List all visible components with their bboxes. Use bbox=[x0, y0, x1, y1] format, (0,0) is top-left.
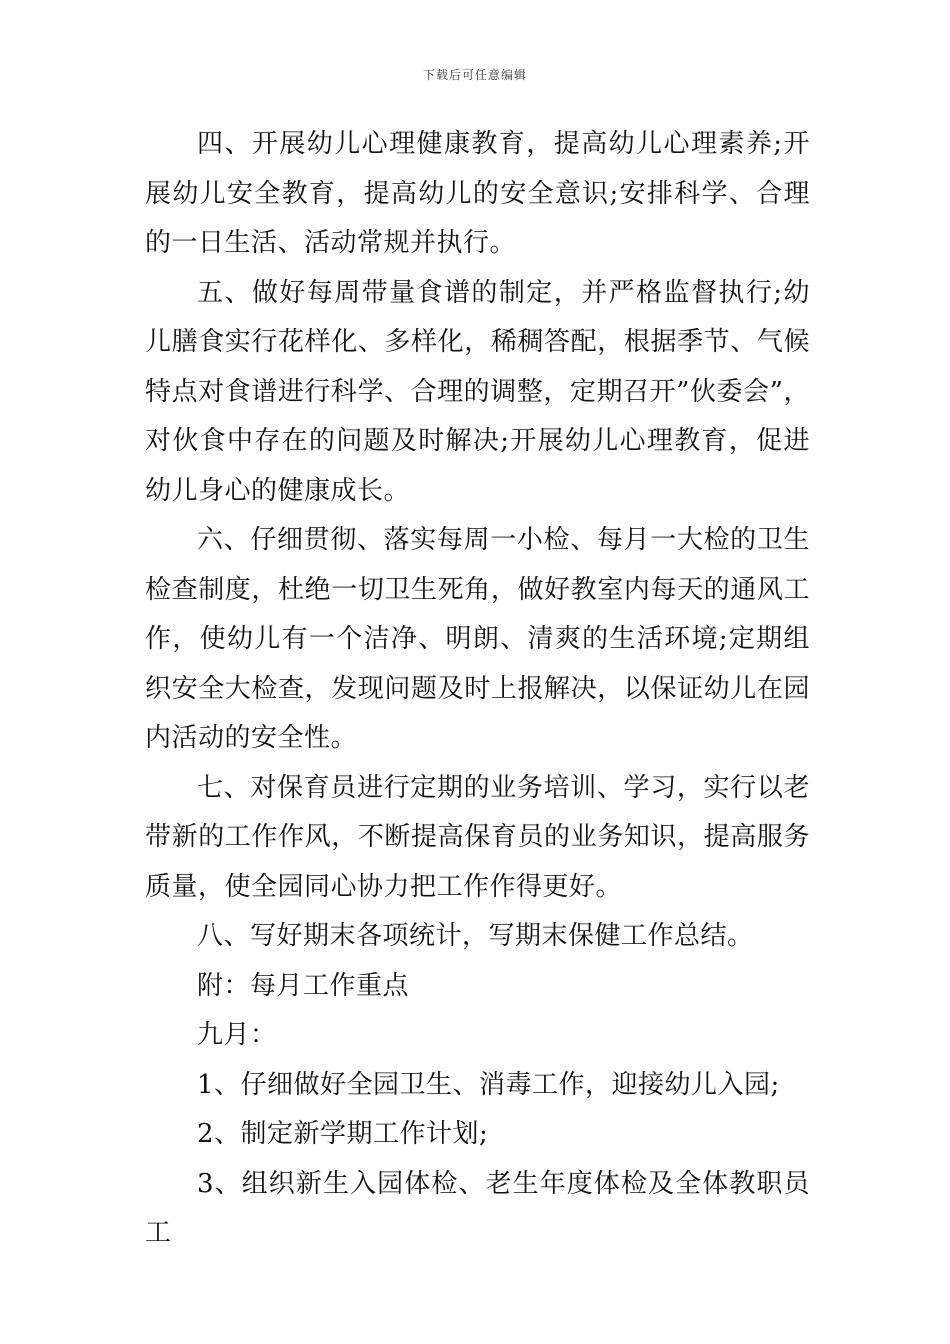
header-note: 下载后可任意编辑 bbox=[422, 68, 527, 82]
list-item: 3、组织新生入园体检、老生年度体检及全体教职员工 bbox=[145, 1168, 810, 1248]
document-body bbox=[145, 120, 810, 1259]
list-item: 1、仔细做好全园卫生、消毒工作，迎接幼儿入园; bbox=[197, 1069, 780, 1100]
paragraph-section-4: 四、开展幼儿心理健康教育，提高幼儿心理素养;开展幼儿安全教育，提高幼儿的安全意识;安排科学、合理的一日生活、活动常规并执行。 bbox=[145, 129, 810, 258]
list-item: 2、制定新学期工作计划; bbox=[197, 1119, 489, 1149]
appendix-heading: 附：每月工作重点 bbox=[197, 970, 410, 1001]
paragraph-section-6: 六、仔细贯彻、落实每周一小检、每月一大检的卫生检查制度，杜绝一切卫生死角，做好教室内每天的通风工作，使幼儿有一个洁净、明朗、清爽的生活环境;定期组织安全大检查，发现问题及时上报解决，以保证幼儿在园内活动的安全性。 bbox=[145, 525, 810, 753]
month-heading-september: 九月： bbox=[197, 1020, 277, 1050]
paragraph-section-8: 八、写好期末各项统计，写期末保健工作总结。 bbox=[197, 921, 754, 951]
paragraph-section-7: 七、对保育员进行定期的业务培训、学习，实行以老带新的工作作风，不断提高保育员的业务知识，提高服务质量，使全园同心协力把工作作得更好。 bbox=[145, 772, 810, 902]
paragraph-section-5: 五、做好每周带量食谱的制定，并严格监督执行;幼儿膳食实行花样化、多样化，稀稠答配，根据季节、气候特点对食谱进行科学、合理的调整，定期召开”伙委会”，对伙食中存在的问题及时解决;开展幼儿心理教育，促进幼儿身心的健康成长。 bbox=[145, 277, 810, 506]
